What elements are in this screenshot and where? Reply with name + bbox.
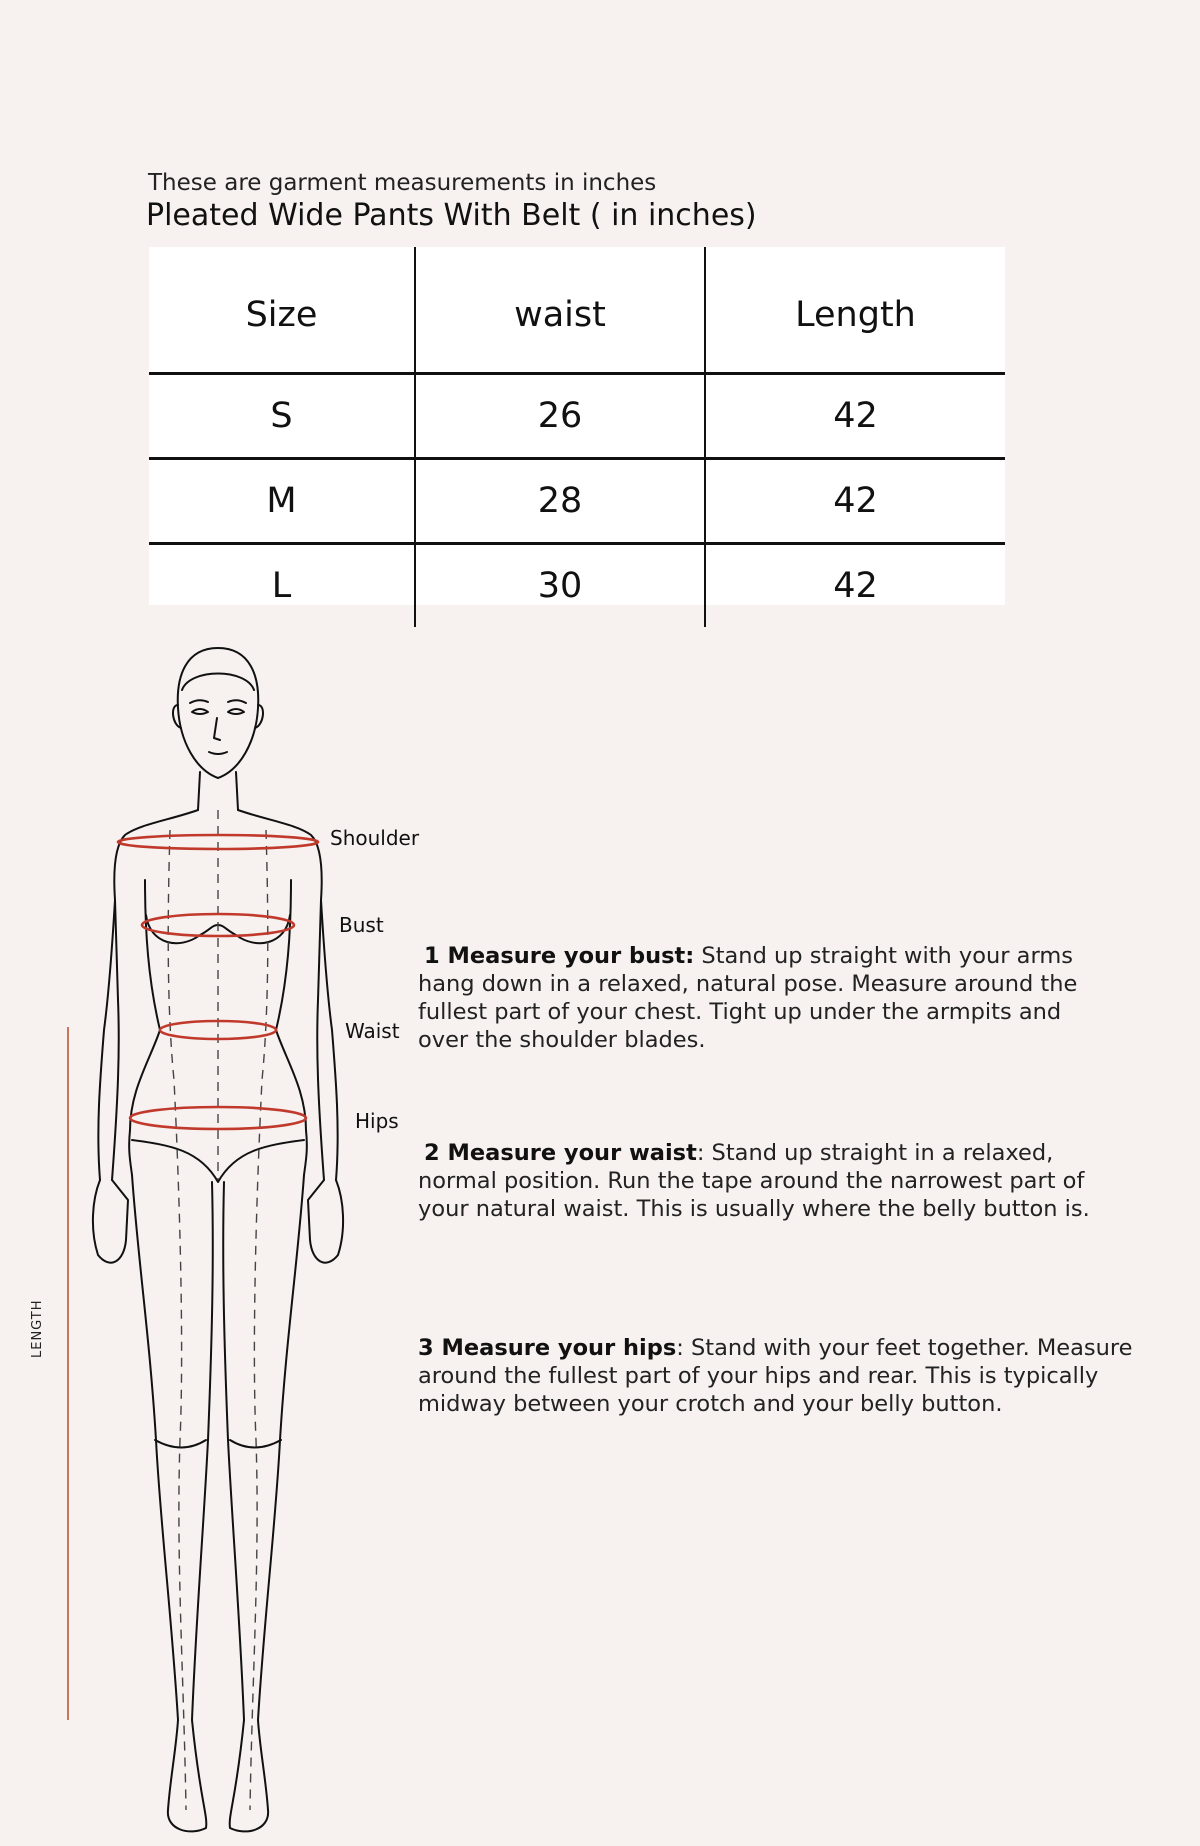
- instruction-hips: [418, 1334, 1178, 1418]
- length-indicator-line: [67, 1027, 69, 1720]
- cell-size: S: [149, 374, 415, 459]
- instruction-heading: 2 Measure your waist: [424, 1140, 697, 1166]
- label-shoulder: Shoulder: [330, 826, 420, 850]
- label-waist: Waist: [345, 1019, 400, 1043]
- instruction-waist: [418, 1139, 1118, 1223]
- instruction-heading: 1 Measure your bust:: [424, 943, 695, 969]
- cell-size: M: [149, 459, 415, 544]
- table-row: [149, 374, 1005, 459]
- body-figure-illustration: [0, 630, 440, 1846]
- cell-size: L: [149, 544, 415, 628]
- cell-length: 42: [833, 566, 878, 606]
- label-hips: Hips: [355, 1109, 399, 1133]
- instruction-body: : Stand up straight in a relaxed, normal position. Run the tape around the narrowest part of your natural waist. This is usually where the belly button is.: [418, 1140, 1090, 1222]
- table-row: [149, 459, 1005, 544]
- page-title: Pleated Wide Pants With Belt ( in inches): [146, 198, 757, 233]
- size-table: [149, 247, 1005, 605]
- label-length: LENGTH: [30, 1299, 45, 1358]
- instruction-bust: [418, 942, 1098, 1054]
- label-bust: Bust: [339, 913, 384, 937]
- column-header-length: Length: [705, 247, 1005, 374]
- column-header-size: Size: [149, 247, 415, 374]
- instruction-body: Stand up straight with your arms hang down in a relaxed, natural pose. Measure around the fullest part of your chest. Tight up under the armpits and over the shoulder blades.: [418, 943, 1078, 1053]
- table-row: [149, 544, 1005, 628]
- table-header-row: [149, 247, 1005, 374]
- cell-length: 42: [705, 459, 1005, 544]
- instruction-body: : Stand with your feet together. Measure around the fullest part of your hips and rear. This is typically midway between your crotch and your belly button.: [418, 1335, 1133, 1417]
- subtitle: These are garment measurements in inches: [148, 170, 657, 196]
- cell-waist: 30: [415, 544, 705, 628]
- cell-waist: 26: [415, 374, 705, 459]
- instruction-heading: 3 Measure your hips: [418, 1335, 677, 1361]
- cell-length: 42: [705, 374, 1005, 459]
- cell-waist: 28: [415, 459, 705, 544]
- column-header-waist: waist: [415, 247, 705, 374]
